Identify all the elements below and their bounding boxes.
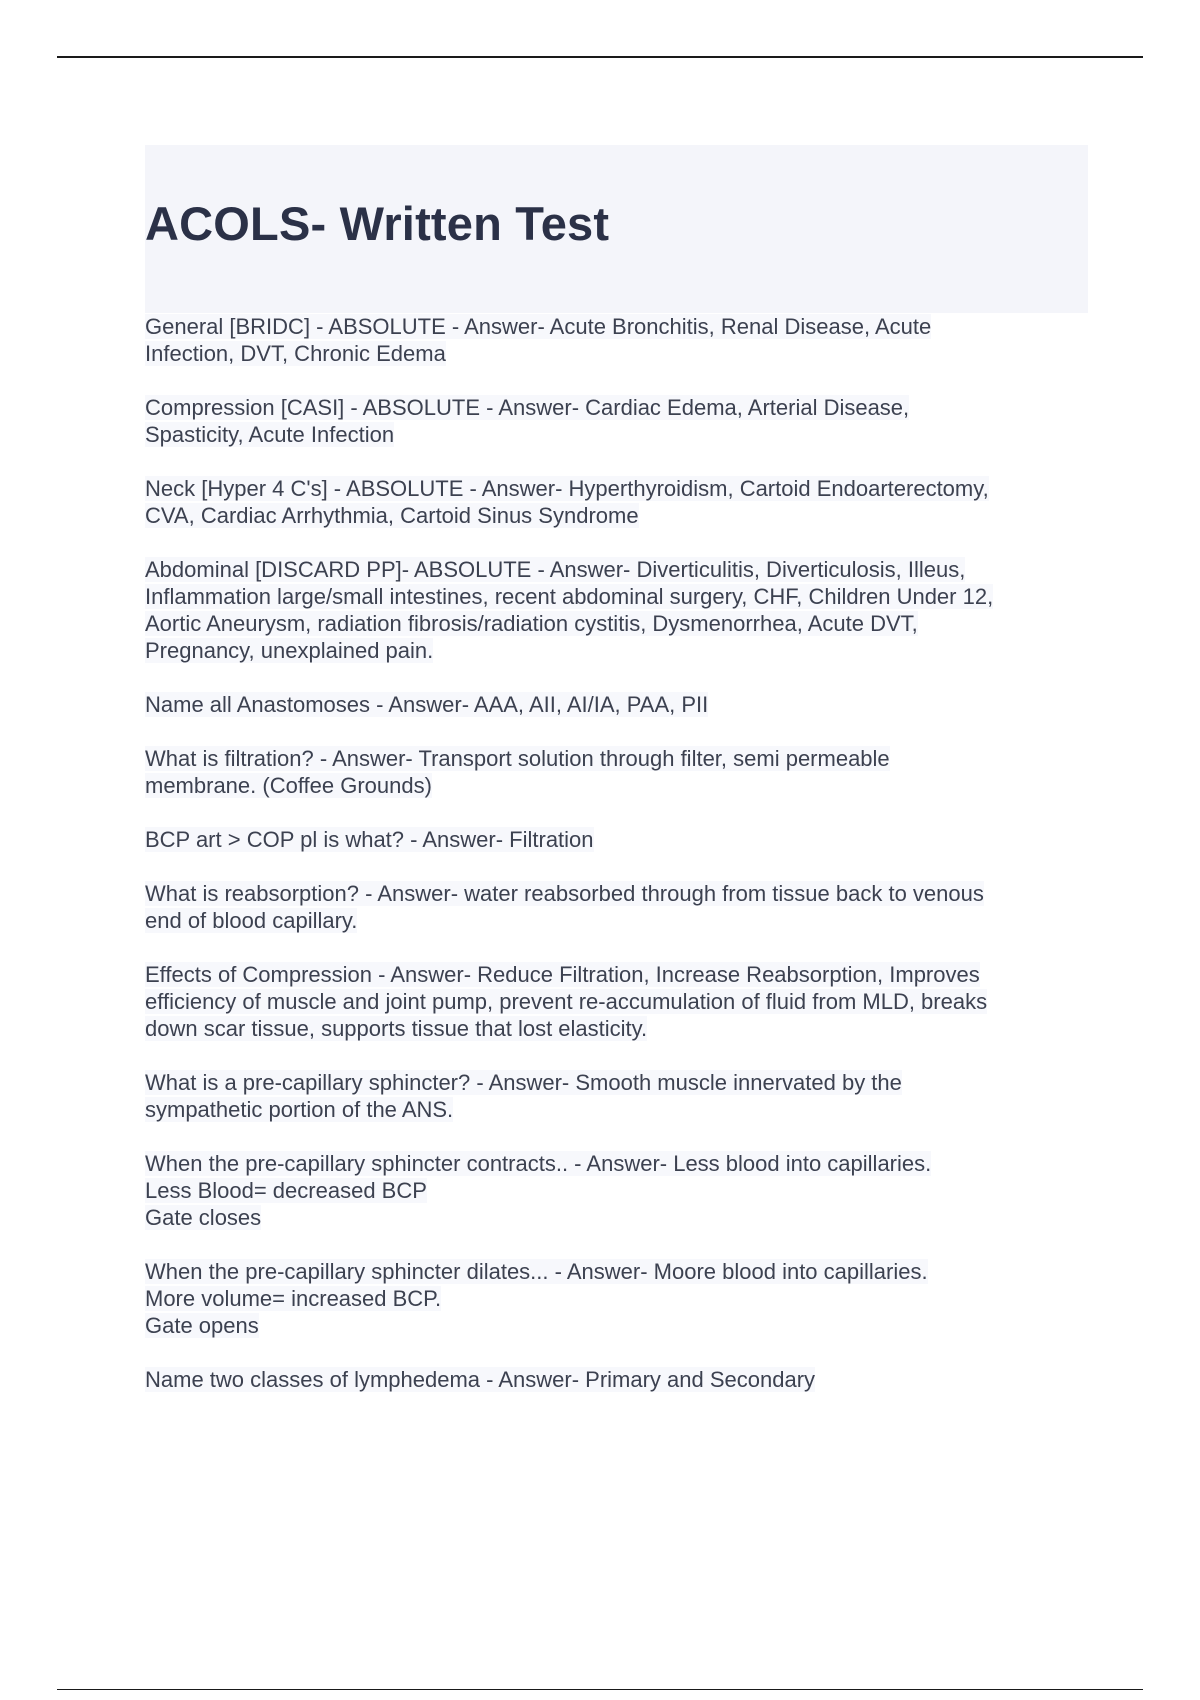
- qa-line: [145, 880, 1093, 907]
- bottom-divider: [57, 1689, 1143, 1690]
- qa-line-text: efficiency of muscle and joint pump, prevent re-accumulation of fluid from MLD, breaks: [145, 989, 988, 1014]
- qa-line-text: Gate closes: [145, 1205, 262, 1230]
- top-divider: [57, 56, 1143, 58]
- qa-item: [145, 1366, 1093, 1393]
- qa-line: [145, 394, 1093, 421]
- qa-line: [145, 502, 1093, 529]
- qa-item: [145, 394, 1093, 448]
- qa-line: [145, 637, 1093, 664]
- qa-line: [145, 1096, 1093, 1123]
- qa-line-text: Aortic Aneurysm, radiation fibrosis/radiation cystitis, Dysmenorrhea, Acute DVT,: [145, 611, 918, 636]
- qa-line-text: Abdominal [DISCARD PP]- ABSOLUTE - Answer- Diverticulitis, Diverticulosis, Illeus,: [145, 557, 966, 582]
- qa-item: [145, 475, 1093, 529]
- qa-line-text: Name two classes of lymphedema - Answer- Primary and Secondary: [145, 1367, 816, 1392]
- qa-line-text: When the pre-capillary sphincter dilates... - Answer- Moore blood into capillaries.: [145, 1259, 928, 1284]
- qa-line: [145, 745, 1093, 772]
- qa-line-text: General [BRIDC] - ABSOLUTE - Answer- Acute Bronchitis, Renal Disease, Acute: [145, 314, 932, 339]
- qa-line-text: end of blood capillary.: [145, 908, 358, 933]
- qa-line: [145, 691, 1093, 718]
- qa-line-text: Compression [CASI] - ABSOLUTE - Answer- Cardiac Edema, Arterial Disease,: [145, 395, 910, 420]
- qa-line-text: Pregnancy, unexplained pain.: [145, 638, 434, 663]
- qa-item: [145, 556, 1093, 664]
- qa-item: [145, 880, 1093, 934]
- qa-line: [145, 826, 1093, 853]
- qa-item: [145, 1150, 1093, 1231]
- qa-line-text: Gate opens: [145, 1313, 259, 1338]
- qa-line-text: What is a pre-capillary sphincter? - Answer- Smooth muscle innervated by the: [145, 1070, 902, 1095]
- qa-line-text: Effects of Compression - Answer- Reduce Filtration, Increase Reabsorption, Improves: [145, 962, 980, 987]
- qa-line: [145, 1258, 1093, 1285]
- qa-line: [145, 610, 1093, 637]
- qa-item: [145, 1258, 1093, 1339]
- document-title: ACOLS- Written Test: [145, 197, 610, 250]
- qa-item: [145, 691, 1093, 718]
- qa-line: [145, 961, 1093, 988]
- qa-line-text: What is filtration? - Answer- Transport solution through filter, semi permeable: [145, 746, 890, 771]
- qa-item: [145, 826, 1093, 853]
- qa-line-text: Less Blood= decreased BCP: [145, 1178, 427, 1203]
- qa-line-text: Inflammation large/small intestines, recent abdominal surgery, CHF, Children Under 12,: [145, 584, 994, 609]
- qa-line-text: Infection, DVT, Chronic Edema: [145, 341, 446, 366]
- qa-line: [145, 1204, 1093, 1231]
- qa-line: [145, 1069, 1093, 1096]
- qa-item: [145, 313, 1093, 367]
- qa-list: [145, 313, 1093, 1420]
- qa-line: [145, 1150, 1093, 1177]
- qa-line: [145, 1177, 1093, 1204]
- qa-line-text: Neck [Hyper 4 C's] - ABSOLUTE - Answer- Hyperthyroidism, Cartoid Endoarterectomy,: [145, 476, 989, 501]
- qa-line-text: Spasticity, Acute Infection: [145, 422, 395, 447]
- qa-line-text: Name all Anastomoses - Answer- AAA, AII, AI/IA, PAA, PII: [145, 692, 709, 717]
- qa-line: [145, 772, 1093, 799]
- qa-line: [145, 583, 1093, 610]
- qa-line-text: CVA, Cardiac Arrhythmia, Cartoid Sinus Syndrome: [145, 503, 639, 528]
- qa-line: [145, 340, 1093, 367]
- qa-item: [145, 1069, 1093, 1123]
- qa-item: [145, 745, 1093, 799]
- qa-line-text: More volume= increased BCP.: [145, 1286, 442, 1311]
- qa-line: [145, 1312, 1093, 1339]
- qa-line: [145, 556, 1093, 583]
- qa-line-text: membrane. (Coffee Grounds): [145, 773, 432, 798]
- qa-line: [145, 1285, 1093, 1312]
- qa-line-text: sympathetic portion of the ANS.: [145, 1097, 454, 1122]
- qa-line: [145, 907, 1093, 934]
- qa-line-text: When the pre-capillary sphincter contracts.. - Answer- Less blood into capillaries.: [145, 1151, 932, 1176]
- qa-line: [145, 1366, 1093, 1393]
- qa-line-text: What is reabsorption? - Answer- water reabsorbed through from tissue back to venous: [145, 881, 984, 906]
- qa-line: [145, 475, 1093, 502]
- qa-line: [145, 1015, 1093, 1042]
- qa-line: [145, 313, 1093, 340]
- qa-line-text: down scar tissue, supports tissue that lost elasticity.: [145, 1016, 648, 1041]
- qa-line-text: BCP art > COP pl is what? - Answer- Filtration: [145, 827, 594, 852]
- qa-item: [145, 961, 1093, 1042]
- qa-line: [145, 421, 1093, 448]
- qa-line: [145, 988, 1093, 1015]
